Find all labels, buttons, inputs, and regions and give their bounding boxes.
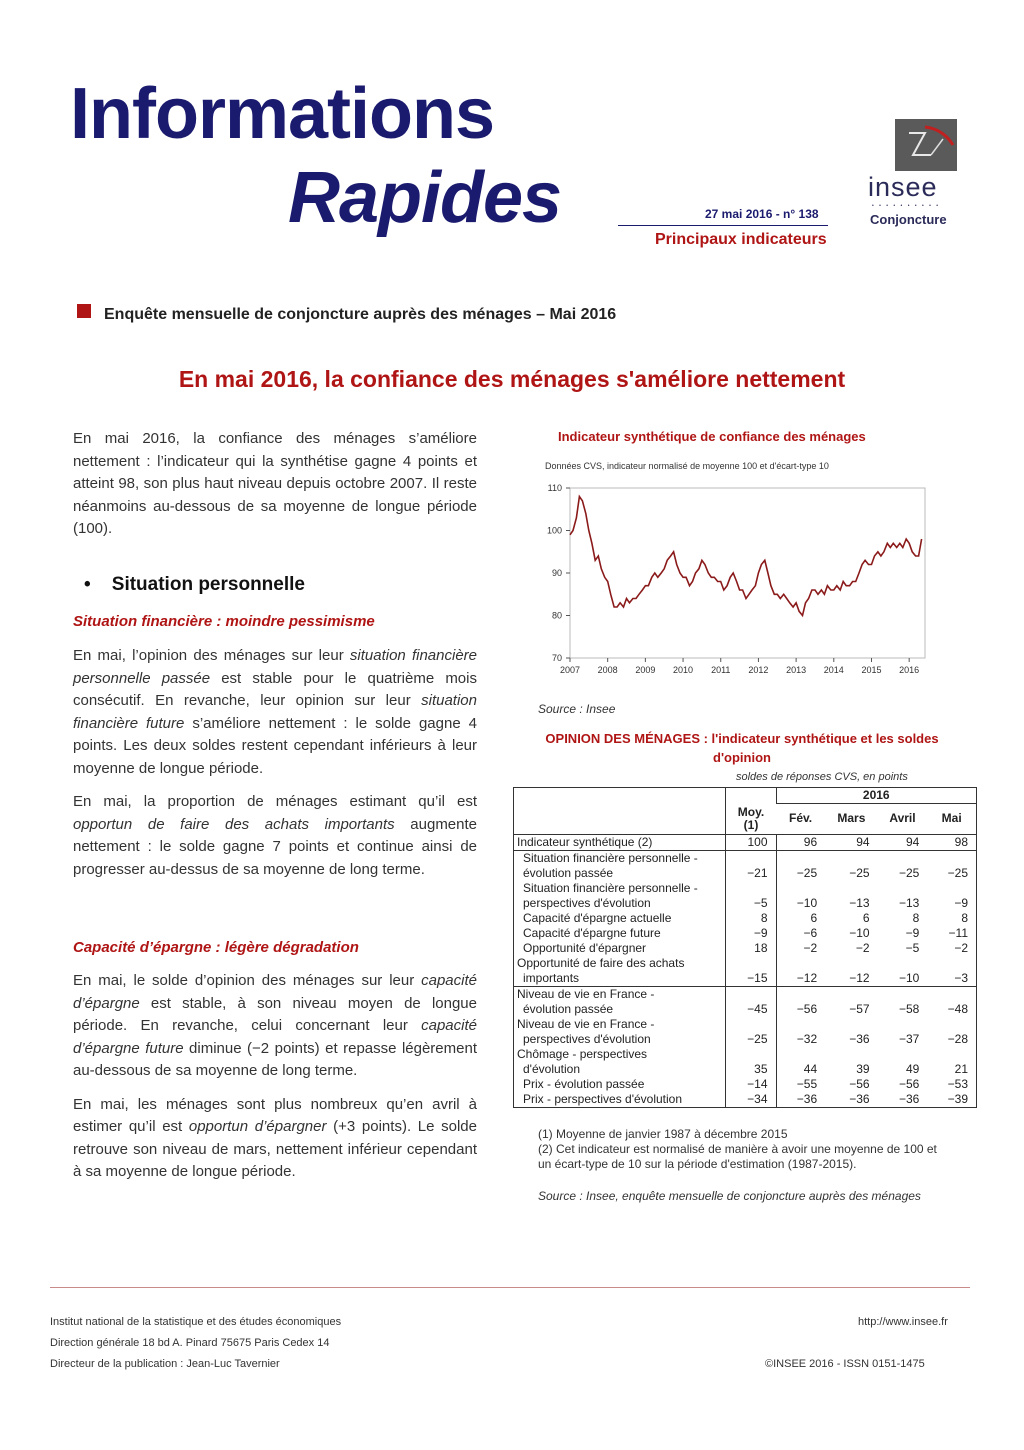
table-row	[514, 1047, 977, 1077]
table-cell: −12	[776, 956, 825, 987]
y-tick-label: 100	[546, 525, 562, 536]
table-cell: −21	[726, 850, 777, 881]
footer-director: Directeur de la publication : Jean-Luc Tavernier	[50, 1358, 280, 1370]
table-cell: −25	[849, 865, 870, 880]
table-label-header	[514, 804, 726, 835]
x-tick-label: 2010	[673, 665, 694, 675]
paragraph-opportunite-epargner: En mai, les ménages sont plus nombreux qu’en avril à estimer qu’il est opportun d’épargner (+3 points). Le solde retrouve son niveau de mars, nettement inférieur cependant à sa moyenne de longue période.	[73, 1095, 477, 1180]
table-cell: −34	[726, 1092, 777, 1108]
table-cell: 49	[905, 1061, 920, 1076]
table-col-header: Avril	[878, 804, 928, 835]
table-cell: −10	[849, 925, 870, 940]
y-tick-label: 80	[551, 610, 562, 621]
table-row	[514, 926, 977, 941]
y-tick-label: 90	[551, 568, 562, 578]
table-cell: 100	[726, 834, 777, 850]
table-cell: −9	[905, 925, 920, 940]
table-cell: 44	[803, 1061, 818, 1076]
table-cell: −36	[776, 1092, 825, 1108]
table-year-header: 2016	[776, 788, 977, 804]
table-cell: −55	[796, 1076, 818, 1091]
table-cell: −25	[726, 1017, 777, 1047]
table-corner	[514, 788, 726, 804]
subject-marker-icon	[77, 304, 91, 318]
logo-dots: • • • • • • • • • •	[872, 203, 941, 209]
table-cell: 8	[912, 910, 920, 925]
subhead-capacite-epargne: Capacité d’épargne : légère dégradation	[73, 939, 359, 956]
table-cell: 39	[856, 1061, 870, 1076]
table-cell: 94	[878, 834, 928, 850]
table-cell: −2	[855, 940, 870, 955]
table-year-row	[514, 788, 977, 804]
y-tick-label: 110	[547, 483, 562, 493]
note-1: (1) Moyenne de janvier 1987 à décembre 2015	[538, 1127, 788, 1141]
x-tick-label: 2013	[786, 665, 807, 675]
issue-date: 27 mai 2016 - n° 138	[705, 207, 819, 221]
y-tick-label: 70	[551, 653, 562, 663]
table-cell: 21	[927, 1047, 976, 1077]
body-text-block-1	[73, 645, 477, 892]
table-cell: −14	[726, 1077, 777, 1092]
section-label: Principaux indicateurs	[655, 231, 827, 248]
bullet-icon: •	[84, 574, 112, 595]
table-cell: −10	[878, 956, 928, 987]
headline: En mai 2016, la confiance des ménages s'améliore nettement	[178, 366, 846, 392]
table-source: Source : Insee, enquête mensuelle de conjoncture auprès des ménages	[538, 1189, 921, 1203]
table-cell: 35	[726, 1047, 777, 1077]
table-row-label: Indicateur synthétique (2)	[514, 834, 726, 850]
table-cell: −56	[796, 1001, 818, 1016]
logo-conjoncture: Conjoncture	[870, 212, 947, 227]
table-col-header: Fév.	[776, 804, 825, 835]
paragraph-situation: En mai, l’opinion des ménages sur leur situation financière personnelle passée est stable pour le quatrième mois consécutif. En revanche, leur opinion sur leur situation financière future s’améliore nettement : le solde gagne 4 points. Les deux soldes restent cependant inférieurs à leur moyenne de longue période.	[73, 647, 478, 777]
table-cell: −9	[927, 881, 976, 911]
table-cell: −28	[927, 1017, 976, 1047]
x-tick-label: 2011	[711, 665, 731, 675]
table-cell: −9	[726, 926, 777, 941]
x-tick-label: 2007	[559, 665, 581, 675]
table-row-label: Chômage - perspectives d'évolution	[514, 1047, 726, 1077]
table-cell: −25	[898, 865, 920, 880]
table-cell: −48	[927, 986, 976, 1017]
table-cell: −36	[878, 1092, 928, 1108]
table-cell: −13	[849, 895, 870, 910]
section-heading	[84, 574, 305, 596]
x-tick-label: 2009	[635, 665, 656, 675]
x-tick-label: 2008	[597, 665, 618, 675]
table-row-label: Prix - évolution passée	[514, 1077, 726, 1092]
table-row-label: Opportunité d'épargner	[514, 941, 726, 956]
paragraph-achats: En mai, la proportion de ménages estimant qu’il est opportun de faire des achats importants augmente nettement : le solde gagne 7 points et continue ainsi de progresser au-dessus de sa moyenne de long terme.	[73, 793, 478, 878]
section-heading-text: Situation personnelle	[111, 574, 305, 595]
paragraph-epargne: En mai, le solde d’opinion des ménages sur leur capacité d’épargne est stable, à son niveau moyen de longue période. En revanche, celui concernant leur capacité d’épargne future diminue (−2 points) et repasse légèrement au-dessous de sa moyenne de long terme.	[73, 972, 477, 1079]
x-tick-label: 2012	[748, 665, 769, 675]
table-row-label: Opportunité de faire des achats importants	[514, 956, 726, 987]
table-cell: 8	[726, 911, 777, 926]
insee-logo-icon	[895, 119, 957, 171]
table-row	[514, 881, 977, 911]
table-corner-moy	[726, 788, 777, 804]
masthead-title-rapides: Rapides	[288, 158, 562, 238]
table-cell: −53	[927, 1077, 976, 1092]
table-row	[514, 956, 977, 987]
table-row	[514, 850, 977, 881]
table-cell: −45	[726, 986, 777, 1017]
table-cell: 6	[810, 910, 818, 925]
table-row-label: Niveau de vie en France - perspectives d'évolution	[514, 1017, 726, 1047]
table-cell: −2	[927, 941, 976, 956]
table-row	[514, 941, 977, 956]
table-row	[514, 1077, 977, 1092]
masthead-title-informations: Informations	[70, 74, 495, 154]
table-col-header: Mars	[825, 804, 877, 835]
table-cell: −36	[825, 1092, 877, 1108]
table-cell: 8	[927, 911, 976, 926]
intro-text: En mai 2016, la confiance des ménages s’améliore nettement : l’indicateur qui la synthétise gagne 4 points et atteint 98, son plus haut niveau depuis octobre 2007. Il reste néanmoins au-dessous de sa moyenne de longue période (100).	[73, 430, 477, 537]
table-cell: −58	[898, 1001, 920, 1016]
table-cell: −5	[905, 940, 920, 955]
table-row-label: Niveau de vie en France - évolution passée	[514, 986, 726, 1017]
chart-title: Indicateur synthétique de confiance des ménages	[558, 429, 866, 444]
table-cell: −2	[803, 940, 818, 955]
table-cell: −57	[849, 1001, 870, 1016]
table-header-row	[514, 804, 977, 835]
table-cell: −15	[726, 956, 777, 987]
table-row-label: Situation financière personnelle - évolution passée	[514, 850, 726, 881]
footer-address: Direction générale 18 bd A. Pinard 75675 Paris Cedex 14	[50, 1337, 330, 1349]
footer-copyright: ©INSEE 2016 - ISSN 0151-1475	[765, 1358, 925, 1370]
table-cell: −6	[803, 925, 818, 940]
table-row	[514, 1017, 977, 1047]
x-tick-label: 2014	[823, 665, 844, 675]
table-cell: −37	[898, 1031, 920, 1046]
table-cell: −13	[898, 895, 920, 910]
confidence-chart	[530, 478, 940, 683]
footer-rule	[50, 1287, 970, 1288]
body-text-block-2	[73, 970, 477, 1195]
opinion-table	[513, 787, 977, 1108]
table-cell: 6	[862, 910, 870, 925]
table-row-label: Capacité d'épargne future	[514, 926, 726, 941]
table-unit: soldes de réponses CVS, en points	[736, 771, 908, 783]
table-cell: −39	[927, 1092, 976, 1108]
table-row	[514, 911, 977, 926]
table-col-header: Mai	[927, 804, 976, 835]
logo-insee-text: insee	[868, 172, 938, 202]
table-row-label: Capacité d'épargne actuelle	[514, 911, 726, 926]
table-title: OPINION DES MÉNAGES : l'indicateur synthétique et les soldes d'opinion	[545, 731, 939, 765]
table-cell: −36	[849, 1031, 870, 1046]
table-cell: −25	[796, 865, 818, 880]
table-cell: −56	[849, 1076, 870, 1091]
table-cell: −25	[927, 850, 976, 881]
table-row-label: Prix - perspectives d'évolution	[514, 1092, 726, 1108]
footer-institution: Institut national de la statistique et des études économiques	[50, 1316, 342, 1328]
table-cell: −11	[927, 926, 976, 941]
table-cell: 96	[776, 834, 825, 850]
table-row	[514, 834, 977, 850]
footer-url-link[interactable]: http://www.insee.fr	[858, 1316, 948, 1328]
table-cell: 18	[726, 941, 777, 956]
note-2: (2) Cet indicateur est normalisé de manière à avoir une moyenne de 100 et un écart-type de 10 sur la période d'estimation (1987-2015).	[538, 1142, 937, 1171]
x-tick-label: 2016	[899, 665, 920, 675]
table-cell: 98	[927, 834, 976, 850]
survey-subject: Enquête mensuelle de conjoncture auprès des ménages – Mai 2016	[104, 306, 617, 323]
table-row-label: Situation financière personnelle - perspectives d'évolution	[514, 881, 726, 911]
x-tick-label: 2015	[861, 665, 882, 675]
series-line-confiance	[570, 497, 922, 616]
table-cell: −10	[796, 895, 818, 910]
subhead-situation-financiere: Situation financière : moindre pessimisme	[73, 613, 375, 630]
table-cell: −56	[898, 1076, 920, 1091]
table-cell: −32	[796, 1031, 818, 1046]
chart-note: Données CVS, indicateur normalisé de moyenne 100 et d'écart-type 10	[545, 461, 829, 471]
table-row	[514, 986, 977, 1017]
intro-paragraph	[73, 428, 477, 552]
table-col-header: Moy. (1)	[726, 804, 777, 835]
chart-source: Source : Insee	[538, 702, 616, 716]
masthead-rule	[618, 225, 828, 226]
table-cell: −12	[825, 956, 877, 987]
table-cell: 94	[825, 834, 877, 850]
table-cell: −5	[726, 881, 777, 911]
table-cell: −3	[927, 956, 976, 987]
chart-plot-area	[570, 488, 925, 658]
table-row	[514, 1092, 977, 1108]
